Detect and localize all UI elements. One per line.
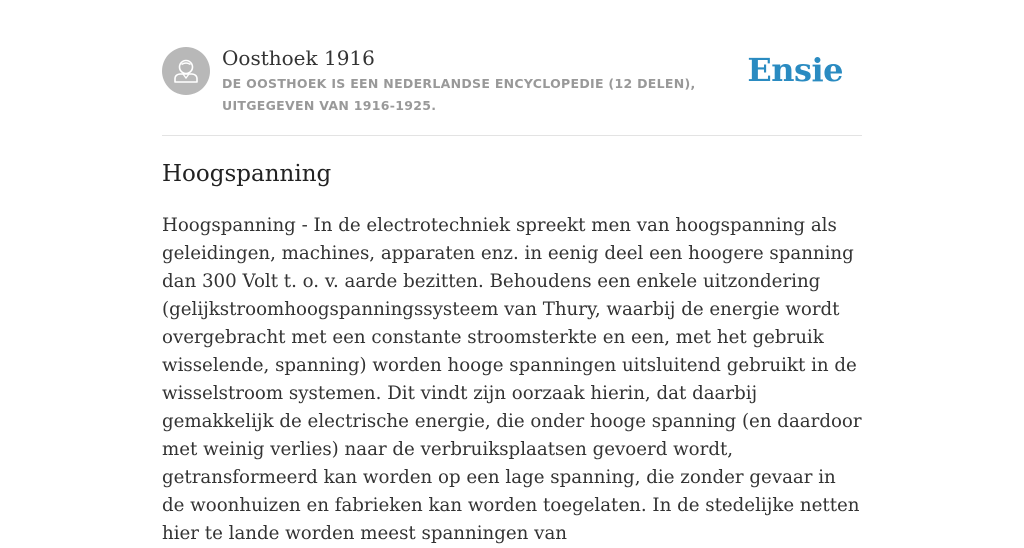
source-header: [162, 44, 862, 134]
source-description: DE OOSTHOEK IS EEN NEDERLANDSE ENCYCLOPEDIE (12 DELEN), UITGEGEVEN VAN 1916-1925.: [222, 76, 696, 113]
ensie-logo[interactable]: Ensie: [747, 51, 843, 89]
user-avatar-icon[interactable]: [162, 47, 210, 95]
source-name[interactable]: Oosthoek 1916: [222, 46, 375, 70]
header-divider: [162, 135, 862, 136]
article-title: Hoogspanning: [162, 161, 332, 187]
person-outline-icon: [162, 47, 210, 95]
article-body: Hoogspanning - In de electrotechniek spreekt men van hoogspanning als geleidingen, machines, apparaten enz. in eenig deel een hoogere spanning dan 300 Volt t. o. v. aarde bezitten. Behoudens een enkele uitzondering (gelijkstroomhoogspanningssysteem van Thury, waarbij de energie wordt overgebracht met een constante stroomsterkte en een, met het gebruik wisselende, spanning) worden hooge spanningen uitsluitend gebruikt in de wisselstroom systemen. Dit vindt zijn oorzaak hierin, dat daarbij gemakkelijk de electrische energie, die onder hooge spanning (en daardoor met weinig verlies) naar de verbruiksplaatsen gevoerd wordt, getransformeerd kan worden op een lage spanning, die zonder gevaar in de woonhuizen en fabrieken kan worden toegelaten. In de stedelijke netten hier te lande worden meest spanningen van: [162, 215, 862, 544]
